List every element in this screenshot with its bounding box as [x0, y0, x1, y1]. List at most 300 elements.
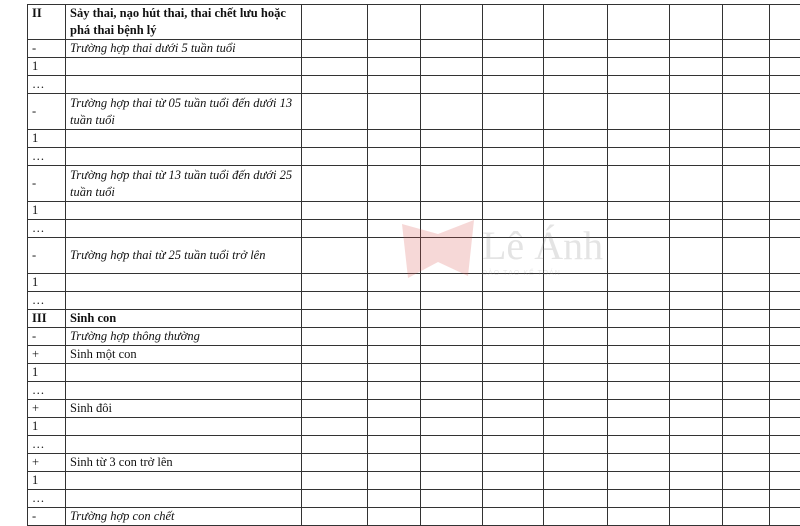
empty-cell — [608, 238, 670, 274]
row-description-cell: Trường hợp thai từ 05 tuần tuổi đến dưới 13 tuần tuổi — [66, 94, 302, 130]
empty-cell — [368, 418, 421, 436]
empty-cell — [302, 328, 368, 346]
row-index-cell: … — [28, 76, 66, 94]
empty-cell — [723, 58, 770, 76]
empty-cell — [670, 310, 723, 328]
empty-cell — [483, 76, 544, 94]
row-description-cell — [66, 76, 302, 94]
table-row — [28, 58, 800, 76]
empty-cell — [723, 436, 770, 454]
row-index-cell: + — [28, 400, 66, 418]
table-row — [28, 274, 800, 292]
empty-cell — [670, 328, 723, 346]
empty-cell — [723, 238, 770, 274]
empty-cell — [302, 238, 368, 274]
empty-cell — [302, 400, 368, 418]
empty-cell — [770, 400, 800, 418]
empty-cell — [421, 346, 483, 364]
empty-cell — [723, 94, 770, 130]
row-description-cell — [66, 220, 302, 238]
table-row — [28, 5, 800, 40]
empty-cell — [670, 148, 723, 166]
table-row — [28, 94, 800, 130]
row-description-cell — [66, 202, 302, 220]
row-index-cell: 1 — [28, 364, 66, 382]
empty-cell — [368, 5, 421, 40]
empty-cell — [421, 328, 483, 346]
empty-cell — [544, 238, 608, 274]
table-row — [28, 418, 800, 436]
empty-cell — [368, 490, 421, 508]
empty-cell — [483, 274, 544, 292]
empty-cell — [723, 310, 770, 328]
empty-cell — [368, 238, 421, 274]
empty-cell — [544, 148, 608, 166]
table-row — [28, 220, 800, 238]
row-index-cell: - — [28, 166, 66, 202]
empty-cell — [608, 472, 670, 490]
empty-cell — [544, 346, 608, 364]
row-index-cell: - — [28, 328, 66, 346]
empty-cell — [723, 508, 770, 526]
row-description-cell: Sảy thai, nạo hút thai, thai chết lưu hoặc phá thai bệnh lý — [66, 5, 302, 40]
empty-cell — [723, 5, 770, 40]
row-description-cell — [66, 418, 302, 436]
empty-cell — [483, 292, 544, 310]
empty-cell — [302, 310, 368, 328]
empty-cell — [421, 454, 483, 472]
empty-cell — [770, 292, 800, 310]
empty-cell — [368, 292, 421, 310]
row-description-cell: Trường hợp con chết — [66, 508, 302, 526]
empty-cell — [302, 436, 368, 454]
row-description-cell — [66, 382, 302, 400]
row-index-cell: III — [28, 310, 66, 328]
row-index-cell: + — [28, 346, 66, 364]
empty-cell — [608, 508, 670, 526]
empty-cell — [302, 58, 368, 76]
empty-cell — [483, 148, 544, 166]
empty-cell — [670, 364, 723, 382]
empty-cell — [544, 418, 608, 436]
empty-cell — [770, 148, 800, 166]
empty-cell — [483, 202, 544, 220]
empty-cell — [723, 220, 770, 238]
empty-cell — [544, 310, 608, 328]
empty-cell — [608, 418, 670, 436]
empty-cell — [421, 274, 483, 292]
empty-cell — [421, 40, 483, 58]
empty-cell — [368, 166, 421, 202]
row-description-cell: Sinh từ 3 con trở lên — [66, 454, 302, 472]
empty-cell — [421, 130, 483, 148]
empty-cell — [770, 418, 800, 436]
empty-cell — [723, 490, 770, 508]
empty-cell — [483, 508, 544, 526]
empty-cell — [670, 436, 723, 454]
watermark-brand: Lê Ánh — [482, 222, 603, 269]
empty-cell — [368, 94, 421, 130]
row-description-cell — [66, 292, 302, 310]
empty-cell — [421, 94, 483, 130]
row-index-cell: - — [28, 40, 66, 58]
empty-cell — [368, 472, 421, 490]
row-index-cell: + — [28, 454, 66, 472]
empty-cell — [302, 220, 368, 238]
row-index-cell: II — [28, 5, 66, 40]
empty-cell — [770, 436, 800, 454]
empty-cell — [421, 364, 483, 382]
empty-cell — [483, 166, 544, 202]
empty-cell — [421, 148, 483, 166]
empty-cell — [302, 364, 368, 382]
empty-cell — [544, 202, 608, 220]
empty-cell — [483, 346, 544, 364]
empty-cell — [544, 76, 608, 94]
empty-cell — [608, 364, 670, 382]
empty-cell — [421, 58, 483, 76]
empty-cell — [670, 94, 723, 130]
table-row — [28, 346, 800, 364]
empty-cell — [368, 382, 421, 400]
empty-cell — [770, 130, 800, 148]
empty-cell — [421, 436, 483, 454]
empty-cell — [421, 508, 483, 526]
row-index-cell: 1 — [28, 418, 66, 436]
empty-cell — [770, 40, 800, 58]
empty-cell — [770, 310, 800, 328]
empty-cell — [544, 40, 608, 58]
empty-cell — [723, 400, 770, 418]
table-row — [28, 436, 800, 454]
empty-cell — [670, 292, 723, 310]
empty-cell — [723, 346, 770, 364]
table-row — [28, 400, 800, 418]
empty-cell — [368, 436, 421, 454]
empty-cell — [544, 328, 608, 346]
empty-cell — [770, 382, 800, 400]
empty-cell — [670, 454, 723, 472]
empty-cell — [770, 274, 800, 292]
row-description-cell — [66, 130, 302, 148]
empty-cell — [770, 58, 800, 76]
empty-cell — [483, 238, 544, 274]
table-row — [28, 328, 800, 346]
empty-cell — [421, 292, 483, 310]
empty-cell — [670, 274, 723, 292]
empty-cell — [368, 454, 421, 472]
empty-cell — [770, 238, 800, 274]
empty-cell — [770, 454, 800, 472]
row-description-cell: Sinh một con — [66, 346, 302, 364]
empty-cell — [608, 130, 670, 148]
row-index-cell: 1 — [28, 130, 66, 148]
row-index-cell: 1 — [28, 58, 66, 76]
empty-cell — [302, 130, 368, 148]
row-description-cell: Sinh con — [66, 310, 302, 328]
row-description-cell — [66, 436, 302, 454]
empty-cell — [723, 418, 770, 436]
empty-cell — [723, 472, 770, 490]
empty-cell — [302, 382, 368, 400]
empty-cell — [723, 382, 770, 400]
empty-cell — [302, 274, 368, 292]
empty-cell — [544, 490, 608, 508]
row-description-cell — [66, 490, 302, 508]
table-row — [28, 382, 800, 400]
empty-cell — [770, 202, 800, 220]
row-index-cell: … — [28, 382, 66, 400]
empty-cell — [302, 148, 368, 166]
empty-cell — [368, 58, 421, 76]
empty-cell — [670, 166, 723, 202]
table-row — [28, 310, 800, 328]
empty-cell — [670, 220, 723, 238]
empty-cell — [368, 508, 421, 526]
row-index-cell: - — [28, 238, 66, 274]
empty-cell — [608, 292, 670, 310]
empty-cell — [770, 5, 800, 40]
table-row — [28, 508, 800, 526]
table-row — [28, 130, 800, 148]
empty-cell — [608, 328, 670, 346]
empty-cell — [608, 94, 670, 130]
empty-cell — [608, 436, 670, 454]
row-index-cell: … — [28, 292, 66, 310]
empty-cell — [670, 346, 723, 364]
row-description-cell — [66, 274, 302, 292]
empty-cell — [421, 166, 483, 202]
empty-cell — [670, 472, 723, 490]
empty-cell — [483, 310, 544, 328]
empty-cell — [421, 202, 483, 220]
empty-cell — [544, 382, 608, 400]
empty-cell — [302, 472, 368, 490]
row-description-cell: Trường hợp thai từ 13 tuần tuổi đến dưới 25 tuần tuổi — [66, 166, 302, 202]
row-description-cell — [66, 364, 302, 382]
empty-cell — [670, 76, 723, 94]
row-description-cell — [66, 148, 302, 166]
empty-cell — [302, 5, 368, 40]
empty-cell — [608, 166, 670, 202]
empty-cell — [421, 310, 483, 328]
empty-cell — [770, 508, 800, 526]
empty-cell — [723, 274, 770, 292]
empty-cell — [483, 454, 544, 472]
empty-cell — [483, 436, 544, 454]
empty-cell — [302, 94, 368, 130]
empty-cell — [670, 400, 723, 418]
empty-cell — [421, 382, 483, 400]
table-row — [28, 454, 800, 472]
empty-cell — [544, 220, 608, 238]
empty-cell — [544, 5, 608, 40]
empty-cell — [483, 130, 544, 148]
empty-cell — [421, 472, 483, 490]
empty-cell — [483, 400, 544, 418]
empty-cell — [421, 5, 483, 40]
empty-cell — [544, 436, 608, 454]
empty-cell — [368, 148, 421, 166]
empty-cell — [483, 5, 544, 40]
row-index-cell: - — [28, 94, 66, 130]
table-row — [28, 40, 800, 58]
empty-cell — [483, 58, 544, 76]
empty-cell — [770, 490, 800, 508]
empty-cell — [608, 76, 670, 94]
empty-cell — [770, 94, 800, 130]
empty-cell — [368, 40, 421, 58]
row-index-cell: … — [28, 220, 66, 238]
empty-cell — [302, 202, 368, 220]
row-index-cell: 1 — [28, 202, 66, 220]
row-description-cell: Trường hợp thông thường — [66, 328, 302, 346]
empty-cell — [368, 274, 421, 292]
empty-cell — [723, 148, 770, 166]
empty-cell — [723, 166, 770, 202]
row-description-cell: Trường hợp thai dưới 5 tuần tuổi — [66, 40, 302, 58]
row-description-cell — [66, 472, 302, 490]
empty-cell — [368, 220, 421, 238]
empty-cell — [608, 148, 670, 166]
empty-cell — [483, 490, 544, 508]
empty-cell — [421, 418, 483, 436]
empty-cell — [770, 364, 800, 382]
empty-cell — [544, 364, 608, 382]
row-index-cell: 1 — [28, 472, 66, 490]
empty-cell — [608, 346, 670, 364]
empty-cell — [483, 418, 544, 436]
empty-cell — [368, 310, 421, 328]
table-row — [28, 166, 800, 202]
empty-cell — [770, 472, 800, 490]
empty-cell — [302, 418, 368, 436]
empty-cell — [723, 292, 770, 310]
empty-cell — [421, 238, 483, 274]
empty-cell — [670, 130, 723, 148]
empty-cell — [670, 382, 723, 400]
table-row — [28, 76, 800, 94]
row-index-cell: … — [28, 148, 66, 166]
empty-cell — [723, 364, 770, 382]
empty-cell — [670, 40, 723, 58]
empty-cell — [544, 454, 608, 472]
table-row — [28, 148, 800, 166]
table-row — [28, 238, 800, 274]
empty-cell — [544, 400, 608, 418]
empty-cell — [608, 274, 670, 292]
empty-cell — [302, 454, 368, 472]
empty-cell — [770, 346, 800, 364]
empty-cell — [544, 94, 608, 130]
empty-cell — [608, 382, 670, 400]
empty-cell — [483, 40, 544, 58]
empty-cell — [421, 220, 483, 238]
empty-cell — [723, 130, 770, 148]
empty-cell — [368, 202, 421, 220]
empty-cell — [544, 58, 608, 76]
empty-cell — [421, 400, 483, 418]
empty-cell — [608, 454, 670, 472]
empty-cell — [302, 166, 368, 202]
empty-cell — [483, 364, 544, 382]
empty-cell — [723, 40, 770, 58]
row-index-cell: - — [28, 508, 66, 526]
empty-cell — [670, 5, 723, 40]
empty-cell — [483, 472, 544, 490]
empty-cell — [368, 130, 421, 148]
empty-cell — [670, 508, 723, 526]
empty-cell — [421, 76, 483, 94]
empty-cell — [670, 418, 723, 436]
empty-cell — [770, 76, 800, 94]
empty-cell — [483, 94, 544, 130]
empty-cell — [723, 76, 770, 94]
empty-cell — [302, 508, 368, 526]
row-description-cell: Sinh đôi — [66, 400, 302, 418]
empty-cell — [544, 166, 608, 202]
empty-cell — [368, 76, 421, 94]
empty-cell — [770, 328, 800, 346]
table-row — [28, 292, 800, 310]
table-row — [28, 364, 800, 382]
empty-cell — [368, 346, 421, 364]
empty-cell — [608, 310, 670, 328]
empty-cell — [608, 202, 670, 220]
empty-cell — [483, 328, 544, 346]
empty-cell — [302, 490, 368, 508]
empty-cell — [302, 40, 368, 58]
empty-cell — [770, 166, 800, 202]
empty-cell — [544, 274, 608, 292]
table-row — [28, 490, 800, 508]
empty-cell — [770, 220, 800, 238]
empty-cell — [608, 5, 670, 40]
empty-cell — [544, 130, 608, 148]
empty-cell — [670, 58, 723, 76]
empty-cell — [608, 58, 670, 76]
empty-cell — [723, 328, 770, 346]
empty-cell — [670, 490, 723, 508]
row-description-cell — [66, 58, 302, 76]
empty-cell — [608, 400, 670, 418]
empty-cell — [723, 202, 770, 220]
table-row — [28, 202, 800, 220]
row-index-cell: 1 — [28, 274, 66, 292]
table-row — [28, 472, 800, 490]
empty-cell — [544, 472, 608, 490]
empty-cell — [302, 346, 368, 364]
empty-cell — [368, 400, 421, 418]
empty-cell — [302, 76, 368, 94]
empty-cell — [608, 490, 670, 508]
empty-cell — [421, 490, 483, 508]
row-index-cell: … — [28, 436, 66, 454]
form-table — [27, 4, 800, 526]
empty-cell — [608, 220, 670, 238]
empty-cell — [670, 238, 723, 274]
empty-cell — [368, 328, 421, 346]
empty-cell — [483, 220, 544, 238]
watermark-sub: ĐÀO TẠO KẾ TOÁN — [482, 270, 561, 277]
empty-cell — [483, 382, 544, 400]
empty-cell — [544, 508, 608, 526]
empty-cell — [368, 364, 421, 382]
empty-cell — [544, 292, 608, 310]
empty-cell — [608, 40, 670, 58]
row-index-cell: … — [28, 490, 66, 508]
row-description-cell: Trường hợp thai từ 25 tuần tuổi trở lên — [66, 238, 302, 274]
